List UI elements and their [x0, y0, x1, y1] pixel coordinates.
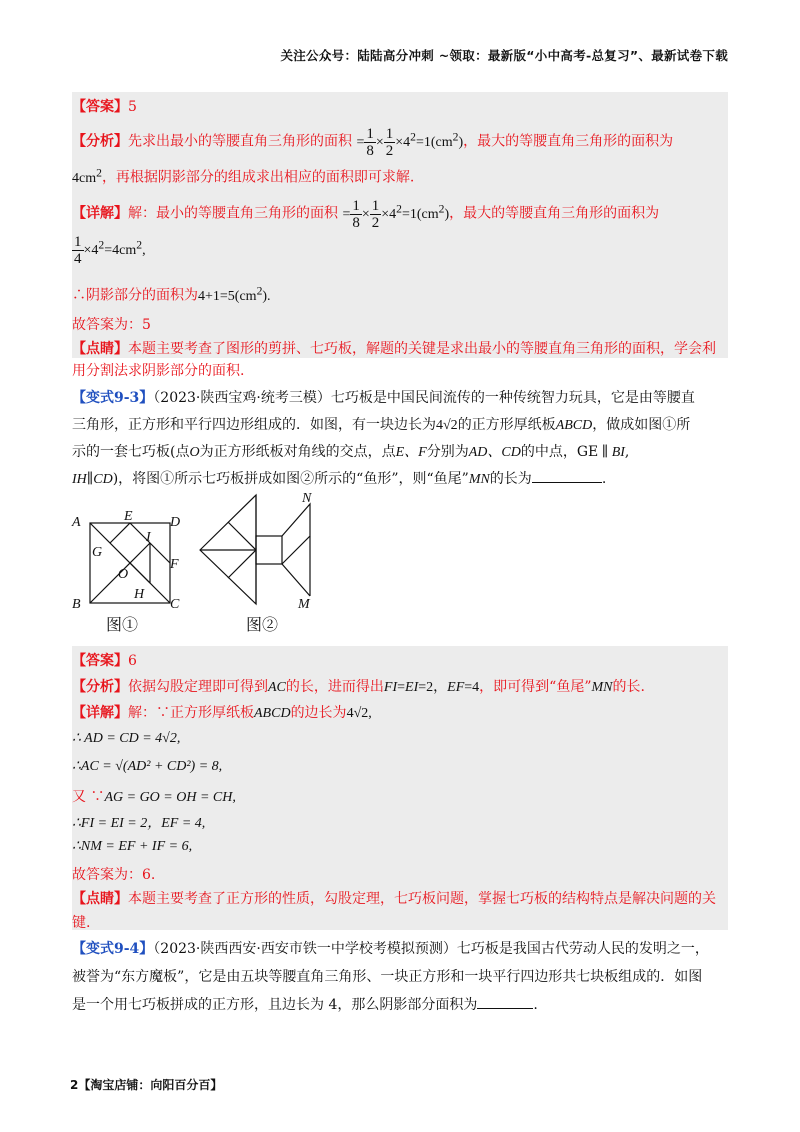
label-N: N — [302, 492, 312, 506]
answer-label-2: 【答案】 — [72, 653, 128, 669]
tangram-figures — [66, 492, 336, 642]
problem-9-4-line-3: 是一个用七巧板拼成的正方形，且边长为 4，那么阴影部分面积为 — [72, 997, 478, 1013]
label-D: D — [170, 515, 181, 530]
problem-line-3c: 分别为 — [426, 444, 469, 460]
detail-2b: 的边长为 — [290, 705, 347, 721]
problem-line-1: （2023·陕西宝鸡·统考三模）七巧板是中国民间流传的一种传统智力玩具，它是由等腰直 — [153, 390, 695, 406]
answer-blank-9-4 — [477, 1008, 533, 1009]
analysis-text-b: ，最大的等腰直角三角形的面积为 — [463, 133, 674, 150]
solution-block-2: 【答案】6 【分析】依据勾股定理即可得到AC的长，进而得出FI=EI=2，EF=4，即可得到“鱼尾”MN的长. 【详解】解：∵正方形厚纸板ABCD的边长为4√2, ∴ AD = CD = 4√2, ∴AC = √(AD² + CD²) = 8, 又 ∵AG = GO = OH = CH, ∴FI = EI = 2，EF = 4, ∴NM = EF + IF = 6, 故答案为：6. 【点睛】本题主要考查了正方形的性质，勾股定理，七巧板问题，掌握七巧板的结构特点是解决问题的关 键. — [72, 646, 728, 930]
therefore-text: ∴阴影部分的面积为 — [72, 287, 198, 304]
problem-line-2c: ，做成如图①所 — [592, 417, 691, 433]
problem-line-4: ，将图①所示七巧板拼成如图②所示的“鱼形”，则“鱼尾” — [118, 471, 469, 487]
label-G: G — [92, 545, 103, 560]
analysis-label-2: 【分析】 — [72, 679, 128, 695]
comment-label-2: 【点睛】 — [72, 891, 128, 907]
page-header: 关注公众号：陆陆高分冲刺 ~领取：最新版“小中高考-总复习”、最新试卷下载 — [280, 48, 728, 63]
figure-1-square — [90, 523, 170, 603]
answer-value: 5 — [128, 99, 137, 115]
problem-line-3d: 的中点，GE — [520, 444, 599, 460]
problem-line-2: 三角形，正方形和平行四边形组成的．如图，有一块边长为 — [72, 417, 436, 433]
step-3: AG = GO = OH = CH, — [104, 790, 236, 805]
parallel-symbol: ∥ — [86, 471, 94, 487]
analysis-2c: ，即可得到“鱼尾” — [479, 679, 592, 695]
figure-2-fish — [200, 495, 310, 604]
detail-2a: 解：∵正方形厚纸板 — [128, 705, 254, 721]
problem-line-3b: 为正方形纸板对角线的交点，点 — [199, 444, 396, 460]
step-2: ∴AC = √(AD² + CD²) = 8, — [72, 759, 223, 774]
label-H: H — [134, 587, 145, 602]
formula: = $\frac{1}{8}$ × $\frac{1}{2}$ $\times 4^2=1(cm^2)$ — [356, 126, 464, 159]
page-footer: 2【淘宝店铺：向阳百分百】 — [70, 1078, 223, 1092]
problem-line-3: 示的一套七巧板(点 — [72, 444, 190, 460]
detail-label-2: 【详解】 — [72, 705, 128, 721]
label-E: E — [124, 509, 133, 524]
label-I: I — [146, 530, 151, 545]
comment-line-1: 本题主要考查了图形的剪拼、七巧板，解题的关键是求出最小的等腰直角三角形的面积，学会利 — [128, 341, 716, 357]
caption-figure-1: 图① — [106, 617, 139, 634]
detail-text: 解：最小的等腰直角三角形的面积 — [128, 205, 338, 222]
analysis-2d: 的长. — [612, 679, 645, 695]
analysis-text: 先求出最小的等腰直角三角形的面积 — [128, 133, 352, 150]
problem-line-2b: 的正方形厚纸板 — [457, 417, 556, 433]
problem-line-4c: 的长为 — [489, 471, 532, 487]
step-5: ∴NM = EF + IF = 6, — [72, 839, 193, 854]
problem-9-4-line-2: 被誉为“东方魔板”，它是由五块等腰直角三角形、一块正方形和一块平行四边形共七块板组成的．如图 — [72, 969, 703, 985]
label-F: F — [170, 557, 179, 572]
problem-tag-9-3: 【变式9-3】 — [72, 390, 154, 406]
label-B: B — [72, 597, 81, 612]
analysis-2b: 的长，进而得出 — [285, 679, 384, 695]
label-A: A — [72, 515, 81, 530]
label-M: M — [298, 597, 310, 612]
label-O: O — [118, 567, 129, 582]
answer-value-2: 6 — [128, 653, 137, 669]
step-1: ∴ AD = CD = 4√2, — [72, 731, 181, 746]
comment-label: 【点睛】 — [72, 341, 128, 357]
final-answer: 故答案为：5 — [72, 317, 151, 333]
comment-2-line-1: 本题主要考查了正方形的性质，勾股定理，七巧板问题，掌握七巧板的结构特点是解决问题的关 — [128, 891, 716, 907]
answer-blank — [532, 482, 602, 483]
analysis-label: 【分析】 — [72, 133, 128, 150]
answer-label: 【答案】 — [72, 99, 128, 115]
problem-9-4-line-1: （2023·陕西西安·西安市铁一中学校考模拟预测）七巧板是我国古代劳动人民的发明之一， — [153, 941, 709, 957]
detail-label: 【详解】 — [72, 205, 128, 222]
analysis-text-c: ，再根据阴影部分的组成求出相应的面积即可求解. — [101, 169, 415, 186]
step-4: ∴FI = EI = 2，EF = 4, — [72, 816, 206, 831]
problem-tag-9-4: 【变式9-4】 — [72, 941, 154, 957]
step-3-prefix: 又 ∵ — [72, 789, 105, 805]
label-C: C — [170, 597, 180, 612]
caption-figure-2: 图② — [246, 617, 279, 634]
detail-text-b: ，最大的等腰直角三角形的面积为 — [449, 205, 660, 222]
solution-block-1: 【答案】5 【分析】先求出最小的等腰直角三角形的面积 = $\frac{1}{8}$ × $\frac{1}{2}$ $\times 4^2=1(cm^2)$，最大的等腰直角三角形的面积为 $4cm^2$，再根据阴影部分的组成求出相应的面积即可求解. 【详解】解：最小的等腰直角三角形的面积 = $\frac{1}{8}$ × $\frac{1}{2}$ $\times 4^2=1(cm^2)$，最大的等腰直角三角形的面积为 $\frac{1}{4}$ $\times 4^2=4cm^2$, ∴阴影部分的面积为$4+1=5(cm^2)$. 故答案为：5 【点睛】本题主要考查了图形的剪拼、七巧板，解题的关键是求出最小的等腰直角三角形的面积，学会利 — [72, 92, 728, 358]
final-answer-2: 故答案为：6. — [72, 867, 156, 883]
analysis-2a: 依据勾股定理即可得到 — [128, 679, 268, 695]
comment-line-2: 用分割法求阴影部分的面积. — [72, 363, 245, 379]
comment-2-line-2: 键. — [72, 915, 91, 931]
